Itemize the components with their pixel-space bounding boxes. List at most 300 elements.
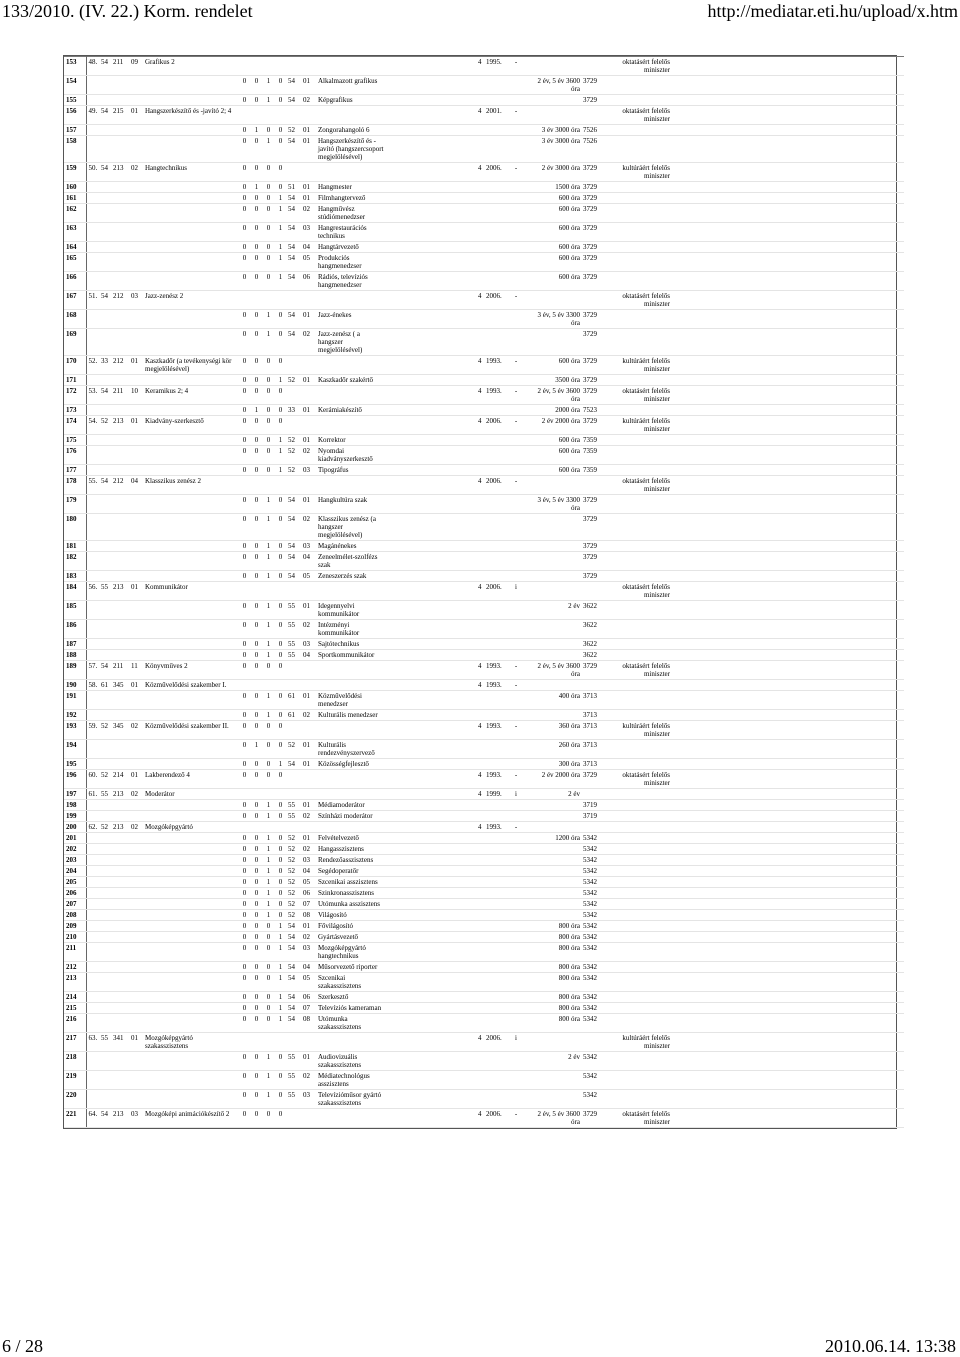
code-b: 212: [111, 476, 129, 495]
flag-3: 1: [262, 899, 274, 910]
sub-code-h: 08: [301, 910, 316, 921]
flag-1: 0: [238, 1109, 250, 1128]
responsible-minister: [601, 446, 671, 465]
code-b: [111, 1071, 129, 1090]
level: [476, 650, 484, 661]
qual-name: [143, 899, 238, 910]
row-id: 187: [64, 639, 86, 650]
mark: -: [504, 661, 527, 680]
duration: 2 év: [527, 1052, 581, 1071]
feor-code: [581, 680, 601, 691]
responsible-minister: kultúráért felelős miniszter: [601, 416, 671, 435]
level: [476, 242, 484, 253]
flag-4: 0: [274, 495, 286, 514]
flag-2: 0: [250, 759, 262, 770]
flag-2: 0: [250, 770, 262, 789]
flag-2: 1: [250, 125, 262, 136]
sub-code-h: 03: [301, 943, 316, 962]
sub-code-g: 52: [286, 866, 301, 877]
qual-number: [86, 253, 99, 272]
sub-code-h: 01: [301, 182, 316, 193]
table-row: [64, 759, 904, 770]
code-c: 01: [129, 106, 143, 125]
code-a: 55: [99, 1033, 111, 1052]
code-a: [99, 1003, 111, 1014]
code-a: [99, 910, 111, 921]
row-id: 185: [64, 601, 86, 620]
flag-3: 0: [262, 356, 274, 375]
feor-code: 3729: [581, 182, 601, 193]
flag-2: 0: [250, 329, 262, 356]
level: 4: [476, 680, 484, 691]
qual-number: [86, 329, 99, 356]
code-a: 52: [99, 770, 111, 789]
flag-1: 0: [238, 193, 250, 204]
code-b: [111, 204, 129, 223]
flag-2: 0: [250, 962, 262, 973]
qual-number: 51.: [86, 291, 99, 310]
code-b: [111, 310, 129, 329]
row-id: 199: [64, 811, 86, 822]
flag-2: [250, 582, 262, 601]
sub-code-h: 06: [301, 888, 316, 899]
sub-code-h: 02: [301, 811, 316, 822]
flag-1: 0: [238, 721, 250, 740]
flag-2: 0: [250, 877, 262, 888]
qual-number: 55.: [86, 476, 99, 495]
flag-3: 1: [262, 1090, 274, 1109]
feor-code: 5342: [581, 877, 601, 888]
feor-code: 3713: [581, 691, 601, 710]
responsible-minister: kultúráért felelős miniszter: [601, 163, 671, 182]
code-b: 211: [111, 661, 129, 680]
blank: [671, 1014, 904, 1033]
feor-code: 3622: [581, 639, 601, 650]
mark: [504, 375, 527, 386]
feor-code: 5342: [581, 899, 601, 910]
feor-code: 3713: [581, 721, 601, 740]
blank: [671, 855, 904, 866]
code-a: [99, 95, 111, 106]
qual-name: Klasszikus zenész 2: [143, 476, 238, 495]
table-row: [64, 571, 904, 582]
responsible-minister: [601, 435, 671, 446]
level: [476, 877, 484, 888]
year: 1995.: [484, 57, 504, 76]
table-row: [64, 1109, 904, 1128]
row-id: 208: [64, 910, 86, 921]
qual-number: 48.: [86, 57, 99, 76]
sub-qual-name: [316, 163, 387, 182]
flag-2: 0: [250, 866, 262, 877]
sub-qual-name: Világosító: [316, 910, 387, 921]
qual-number: [86, 495, 99, 514]
blank: [671, 375, 904, 386]
flag-4: [274, 582, 286, 601]
level: [476, 571, 484, 582]
duration: 800 óra: [527, 1003, 581, 1014]
code-c: [129, 272, 143, 291]
sub-code-g: 54: [286, 759, 301, 770]
code-a: [99, 888, 111, 899]
mark: [504, 992, 527, 1003]
spacer: [387, 899, 476, 910]
flag-4: 1: [274, 272, 286, 291]
table-row: [64, 446, 904, 465]
blank: [671, 163, 904, 182]
flag-1: 0: [238, 95, 250, 106]
responsible-minister: [601, 204, 671, 223]
flag-1: 0: [238, 356, 250, 375]
feor-code: 5342: [581, 855, 601, 866]
qual-name: [143, 95, 238, 106]
level: [476, 552, 484, 571]
qual-number: [86, 877, 99, 888]
qual-number: [86, 650, 99, 661]
feor-code: 3729: [581, 163, 601, 182]
level: [476, 639, 484, 650]
flag-2: 0: [250, 910, 262, 921]
responsible-minister: [601, 193, 671, 204]
feor-code: 3729: [581, 552, 601, 571]
flag-4: 0: [274, 95, 286, 106]
row-id: 186: [64, 620, 86, 639]
year: [484, 223, 504, 242]
feor-code: [581, 789, 601, 800]
sub-code-h: 02: [301, 329, 316, 356]
table-row: [64, 253, 904, 272]
flag-3: 1: [262, 1052, 274, 1071]
blank: [671, 888, 904, 899]
qual-number: 54.: [86, 416, 99, 435]
table-row: [64, 877, 904, 888]
flag-3: 1: [262, 639, 274, 650]
flag-3: 0: [262, 770, 274, 789]
flag-3: 1: [262, 866, 274, 877]
flag-2: 0: [250, 1014, 262, 1033]
code-b: [111, 620, 129, 639]
header-url[interactable]: http://mediatar.eti.hu/upload/x.htm: [707, 1, 958, 21]
sub-code-g: [286, 770, 301, 789]
qual-name: Közművelődési szakember II.: [143, 721, 238, 740]
spacer: [387, 1003, 476, 1014]
sub-code-g: [286, 680, 301, 691]
code-b: [111, 899, 129, 910]
qual-number: 57.: [86, 661, 99, 680]
sub-qual-name: Közösségfejlesztő: [316, 759, 387, 770]
spacer: [387, 57, 476, 76]
qualifications-table: [63, 55, 897, 1129]
sub-code-h: 05: [301, 253, 316, 272]
responsible-minister: oktatásért felelős miniszter: [601, 476, 671, 495]
code-b: [111, 182, 129, 193]
page-number: 6 / 28: [2, 1336, 44, 1356]
sub-code-g: [286, 163, 301, 182]
code-a: [99, 973, 111, 992]
responsible-minister: [601, 1003, 671, 1014]
duration: 800 óra: [527, 992, 581, 1003]
feor-code: 3729: [581, 416, 601, 435]
sub-code-g: [286, 721, 301, 740]
qual-number: 62.: [86, 822, 99, 833]
qual-name: [143, 992, 238, 1003]
sub-code-h: 01: [301, 136, 316, 163]
code-b: [111, 650, 129, 661]
flag-3: 0: [262, 721, 274, 740]
level: 4: [476, 57, 484, 76]
sub-qual-name: [316, 661, 387, 680]
responsible-minister: [601, 992, 671, 1003]
sub-code-h: 01: [301, 800, 316, 811]
code-c: [129, 375, 143, 386]
sub-code-h: [301, 356, 316, 375]
code-c: 02: [129, 822, 143, 833]
flag-2: 0: [250, 356, 262, 375]
code-c: [129, 740, 143, 759]
year: [484, 710, 504, 721]
duration: [527, 910, 581, 921]
flag-1: 0: [238, 541, 250, 552]
code-c: [129, 962, 143, 973]
duration: [527, 811, 581, 822]
flag-3: 0: [262, 465, 274, 476]
flag-1: [238, 822, 250, 833]
qual-number: [86, 1014, 99, 1033]
code-c: [129, 1071, 143, 1090]
table-row: [64, 910, 904, 921]
flag-2: 0: [250, 552, 262, 571]
table-row: [64, 476, 904, 495]
table-row: [64, 1071, 904, 1090]
row-id: 175: [64, 435, 86, 446]
flag-1: 0: [238, 899, 250, 910]
row-id: 153: [64, 57, 86, 76]
flag-4: 1: [274, 446, 286, 465]
flag-2: 0: [250, 992, 262, 1003]
code-c: 03: [129, 1109, 143, 1128]
code-a: [99, 650, 111, 661]
flag-2: 0: [250, 163, 262, 182]
feor-code: [581, 476, 601, 495]
sub-code-g: 54: [286, 242, 301, 253]
row-id: 201: [64, 833, 86, 844]
mark: [504, 405, 527, 416]
year: 1993.: [484, 822, 504, 833]
feor-code: [581, 57, 601, 76]
qual-name: [143, 833, 238, 844]
year: 1993.: [484, 386, 504, 405]
flag-4: 1: [274, 962, 286, 973]
code-a: 55: [99, 582, 111, 601]
flag-4: 0: [274, 386, 286, 405]
row-id: 154: [64, 76, 86, 95]
spacer: [387, 639, 476, 650]
flag-3: 0: [262, 193, 274, 204]
row-id: 203: [64, 855, 86, 866]
table-row: [64, 691, 904, 710]
code-a: [99, 541, 111, 552]
flag-3: 0: [262, 740, 274, 759]
header-title: 133/2010. (IV. 22.) Korm. rendelet: [2, 1, 253, 21]
code-b: 212: [111, 356, 129, 375]
level: 4: [476, 291, 484, 310]
code-b: 345: [111, 680, 129, 691]
flag-3: 1: [262, 571, 274, 582]
code-a: 33: [99, 356, 111, 375]
qual-name: Mozgóképgyártó: [143, 822, 238, 833]
year: [484, 992, 504, 1003]
table-row: [64, 514, 904, 541]
level: 4: [476, 822, 484, 833]
flag-4: 0: [274, 910, 286, 921]
mark: -: [504, 416, 527, 435]
sub-code-g: 52: [286, 125, 301, 136]
level: [476, 465, 484, 476]
flag-4: 1: [274, 943, 286, 962]
table-row: [64, 789, 904, 800]
code-a: [99, 435, 111, 446]
flag-1: 0: [238, 601, 250, 620]
duration: 600 óra: [527, 272, 581, 291]
row-id: 178: [64, 476, 86, 495]
mark: [504, 1003, 527, 1014]
flag-1: 0: [238, 272, 250, 291]
row-id: 200: [64, 822, 86, 833]
row-id: 156: [64, 106, 86, 125]
row-id: 172: [64, 386, 86, 405]
duration: [527, 620, 581, 639]
qual-name: [143, 639, 238, 650]
sub-code-h: 04: [301, 866, 316, 877]
mark: [504, 223, 527, 242]
year: [484, 405, 504, 416]
flag-4: 0: [274, 639, 286, 650]
duration: 3 év 3000 óra: [527, 136, 581, 163]
code-a: [99, 571, 111, 582]
mark: [504, 204, 527, 223]
year: [484, 1014, 504, 1033]
feor-code: 3729: [581, 541, 601, 552]
row-id: 205: [64, 877, 86, 888]
spacer: [387, 691, 476, 710]
feor-code: 3713: [581, 759, 601, 770]
year: [484, 95, 504, 106]
sub-qual-name: Rádiós, televíziós hangmenedzser: [316, 272, 387, 291]
mark: [504, 921, 527, 932]
code-c: 01: [129, 582, 143, 601]
qual-number: 53.: [86, 386, 99, 405]
qual-number: [86, 541, 99, 552]
qual-name: [143, 888, 238, 899]
flag-2: 0: [250, 386, 262, 405]
qual-number: [86, 272, 99, 291]
mark: i: [504, 1033, 527, 1052]
spacer: [387, 855, 476, 866]
row-id: 198: [64, 800, 86, 811]
level: [476, 740, 484, 759]
level: [476, 182, 484, 193]
code-a: [99, 446, 111, 465]
responsible-minister: [601, 811, 671, 822]
blank: [671, 193, 904, 204]
flag-1: 0: [238, 375, 250, 386]
flag-3: 1: [262, 710, 274, 721]
sub-code-g: 54: [286, 95, 301, 106]
feor-code: [581, 1033, 601, 1052]
mark: -: [504, 57, 527, 76]
level: 4: [476, 721, 484, 740]
year: [484, 1071, 504, 1090]
year: [484, 899, 504, 910]
code-b: [111, 193, 129, 204]
sub-code-g: 54: [286, 272, 301, 291]
flag-2: [250, 57, 262, 76]
code-a: [99, 182, 111, 193]
code-b: [111, 136, 129, 163]
feor-code: 5342: [581, 866, 601, 877]
flag-3: 0: [262, 242, 274, 253]
blank: [671, 973, 904, 992]
sub-qual-name: Nyomdai kiadványszerkesztő: [316, 446, 387, 465]
code-c: 01: [129, 416, 143, 435]
responsible-minister: [601, 1052, 671, 1071]
level: [476, 435, 484, 446]
row-id: 207: [64, 899, 86, 910]
table-row: [64, 973, 904, 992]
responsible-minister: oktatásért felelős miniszter: [601, 582, 671, 601]
row-id: 164: [64, 242, 86, 253]
flag-4: [274, 57, 286, 76]
blank: [671, 571, 904, 582]
year: [484, 193, 504, 204]
sub-code-h: 03: [301, 465, 316, 476]
spacer: [387, 272, 476, 291]
sub-qual-name: Utómunka asszisztens: [316, 899, 387, 910]
qual-name: [143, 811, 238, 822]
flag-4: 0: [274, 416, 286, 435]
code-a: [99, 740, 111, 759]
flag-1: 0: [238, 639, 250, 650]
year: [484, 514, 504, 541]
code-b: 211: [111, 57, 129, 76]
qual-name: [143, 932, 238, 943]
sub-code-h: 01: [301, 691, 316, 710]
flag-4: 0: [274, 800, 286, 811]
duration: [527, 800, 581, 811]
sub-qual-name: Szinkronasszisztens: [316, 888, 387, 899]
page-header: [0, 0, 960, 22]
sub-qual-name: Kerámiakészítő: [316, 405, 387, 416]
responsible-minister: [601, 877, 671, 888]
mark: -: [504, 1109, 527, 1128]
sub-code-h: 06: [301, 272, 316, 291]
year: [484, 76, 504, 95]
sub-qual-name: Sportkommunikátor: [316, 650, 387, 661]
spacer: [387, 888, 476, 899]
table-row: [64, 291, 904, 310]
sub-code-h: 05: [301, 571, 316, 582]
level: 4: [476, 1033, 484, 1052]
code-c: 11: [129, 661, 143, 680]
responsible-minister: kultúráért felelős miniszter: [601, 1033, 671, 1052]
spacer: [387, 329, 476, 356]
flag-3: 1: [262, 811, 274, 822]
code-c: [129, 759, 143, 770]
mark: [504, 514, 527, 541]
blank: [671, 770, 904, 789]
responsible-minister: [601, 800, 671, 811]
sub-code-g: [286, 789, 301, 800]
